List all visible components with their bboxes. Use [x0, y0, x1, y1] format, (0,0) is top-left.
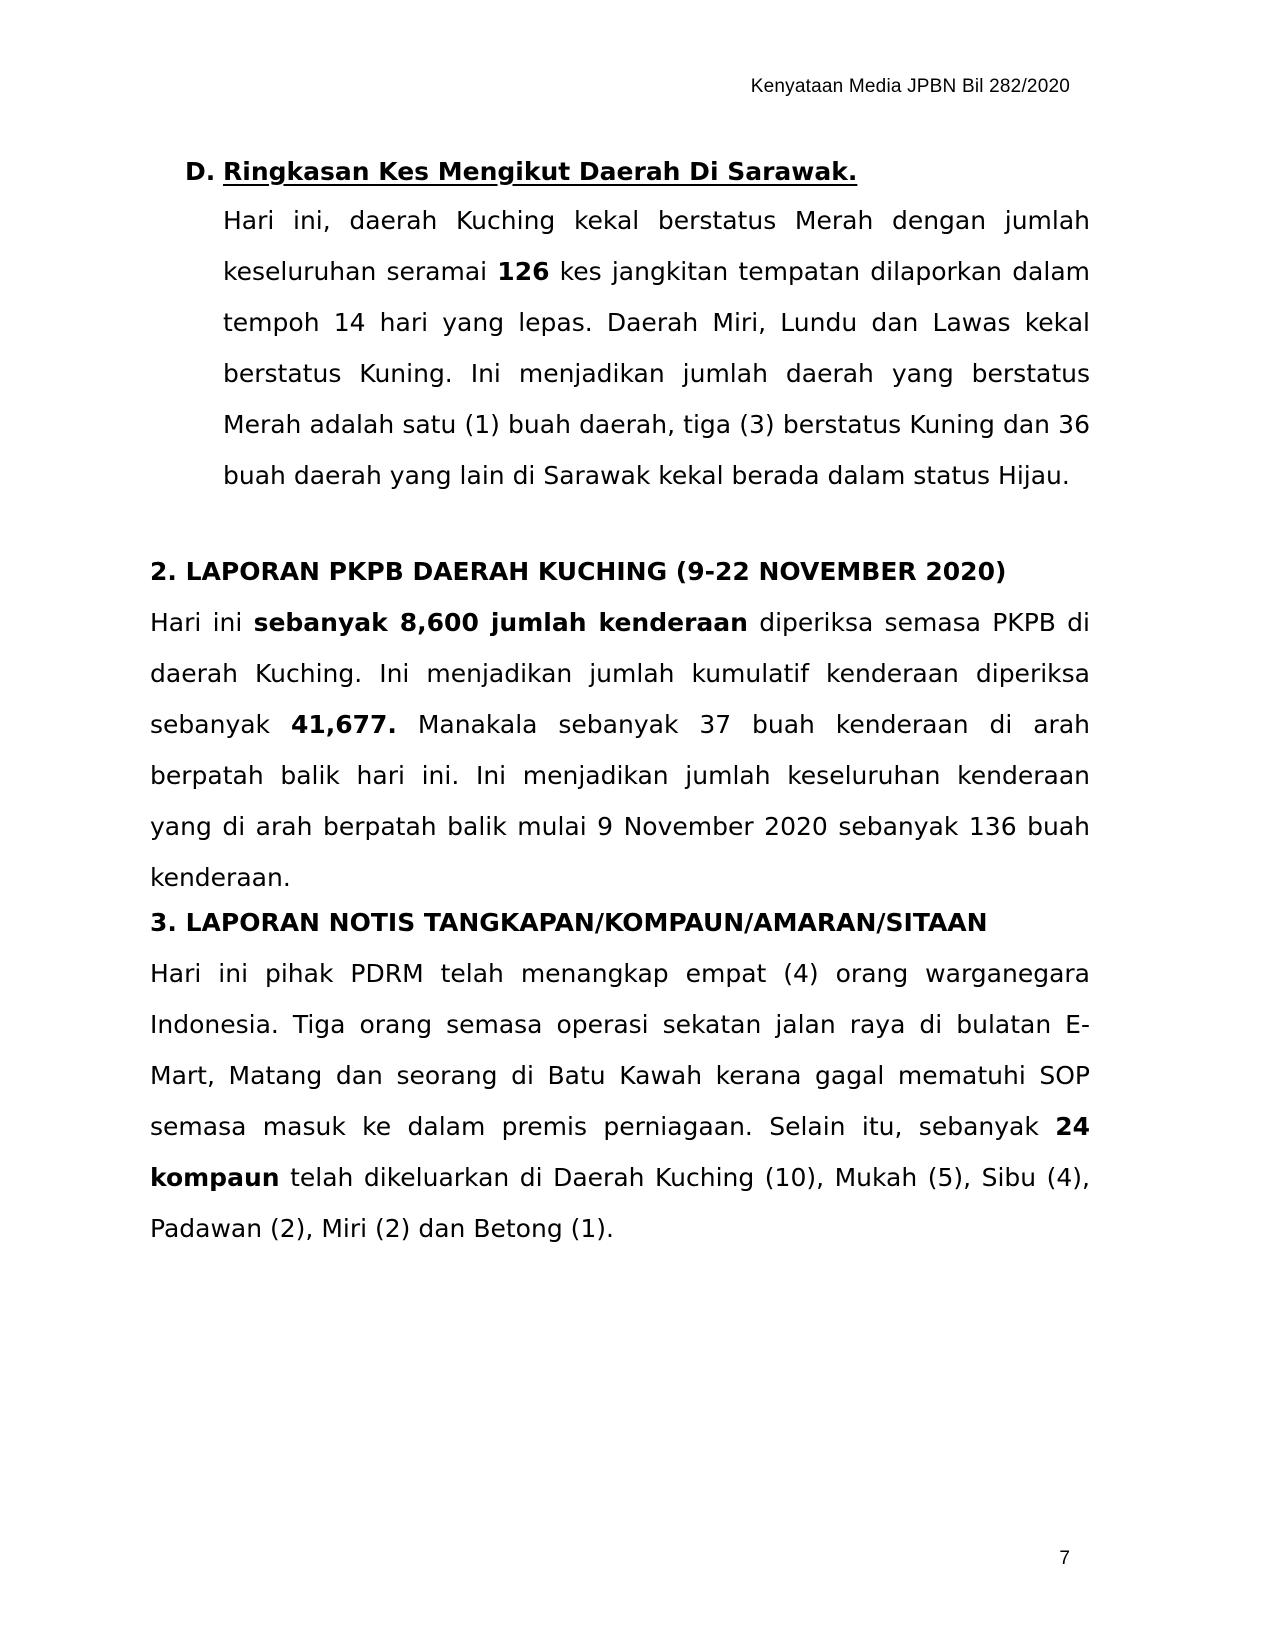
section-3-bold-1: 24 kompaun	[150, 1112, 1090, 1192]
document-reference: Kenyataan Media JPBN Bil 282/2020	[750, 76, 1070, 97]
section-2-text-2: diperiksa semasa PKPB di daerah Kuching. Ini menjadikan jumlah kumulatif kenderaan diperiksa sebanyak	[150, 608, 1090, 739]
section-3-text-2: telah dikeluarkan di Daerah Kuching (10), Mukah (5), Sibu (4), Padawan (2), Miri (2) dan Betong (1).	[150, 1163, 1090, 1243]
section-2-text-1: Hari ini	[150, 608, 254, 637]
section-d-title	[185, 157, 857, 186]
section-d-paragraph	[223, 195, 1090, 501]
section-2-bold-2: 41,677.	[290, 710, 397, 739]
section-d-heading: Ringkasan Kes Mengikut Daerah Di Sarawak.	[223, 157, 858, 186]
section-2-bold-1: sebanyak 8,600 jumlah kenderaan	[253, 608, 748, 637]
section-d-text-1: Hari ini, daerah Kuching kekal berstatus Merah dengan jumlah keseluruhan seramai	[223, 206, 1090, 286]
section-2	[150, 546, 1090, 903]
section-2-paragraph	[150, 597, 1090, 903]
section-3-heading: 3. LAPORAN NOTIS TANGKAPAN/KOMPAUN/AMARAN/SITAAN	[150, 908, 988, 937]
section-3	[150, 897, 1090, 1254]
section-d-text-2: kes jangkitan tempatan dilaporkan dalam tempoh 14 hari yang lepas. Daerah Miri, Lundu dan Lawas kekal berstatus Kuning. Ini menjadikan jumlah daerah yang berstatus Merah adalah satu (1) buah daerah, tiga (3) berstatus Kuning dan 36 buah daerah yang lain di Sarawak kekal berada dalam status Hijau.	[223, 257, 1090, 490]
section-2-heading: 2. LAPORAN PKPB DAERAH KUCHING (9-22 NOVEMBER 2020)	[150, 557, 1007, 586]
section-3-text-1: Hari ini pihak PDRM telah menangkap empat (4) orang warganegara Indonesia. Tiga orang semasa operasi sekatan jalan raya di bulatan E-Mart, Matang dan seorang di Batu Kawah kerana gagal mematuhi SOP semasa masuk ke dalam premis perniagaan. Selain itu, sebanyak	[150, 959, 1090, 1141]
page-number: 7	[1059, 1548, 1070, 1569]
section-d-bold-1: 126	[497, 257, 550, 286]
section-2-text-3: Manakala sebanyak 37 buah kenderaan di arah berpatah balik hari ini. Ini menjadikan jumlah keseluruhan kenderaan yang di arah berpatah balik mulai 9 November 2020 sebanyak 136 buah kenderaan.	[150, 710, 1090, 892]
section-d-letter: D.	[185, 157, 216, 186]
section-3-paragraph	[150, 948, 1090, 1254]
